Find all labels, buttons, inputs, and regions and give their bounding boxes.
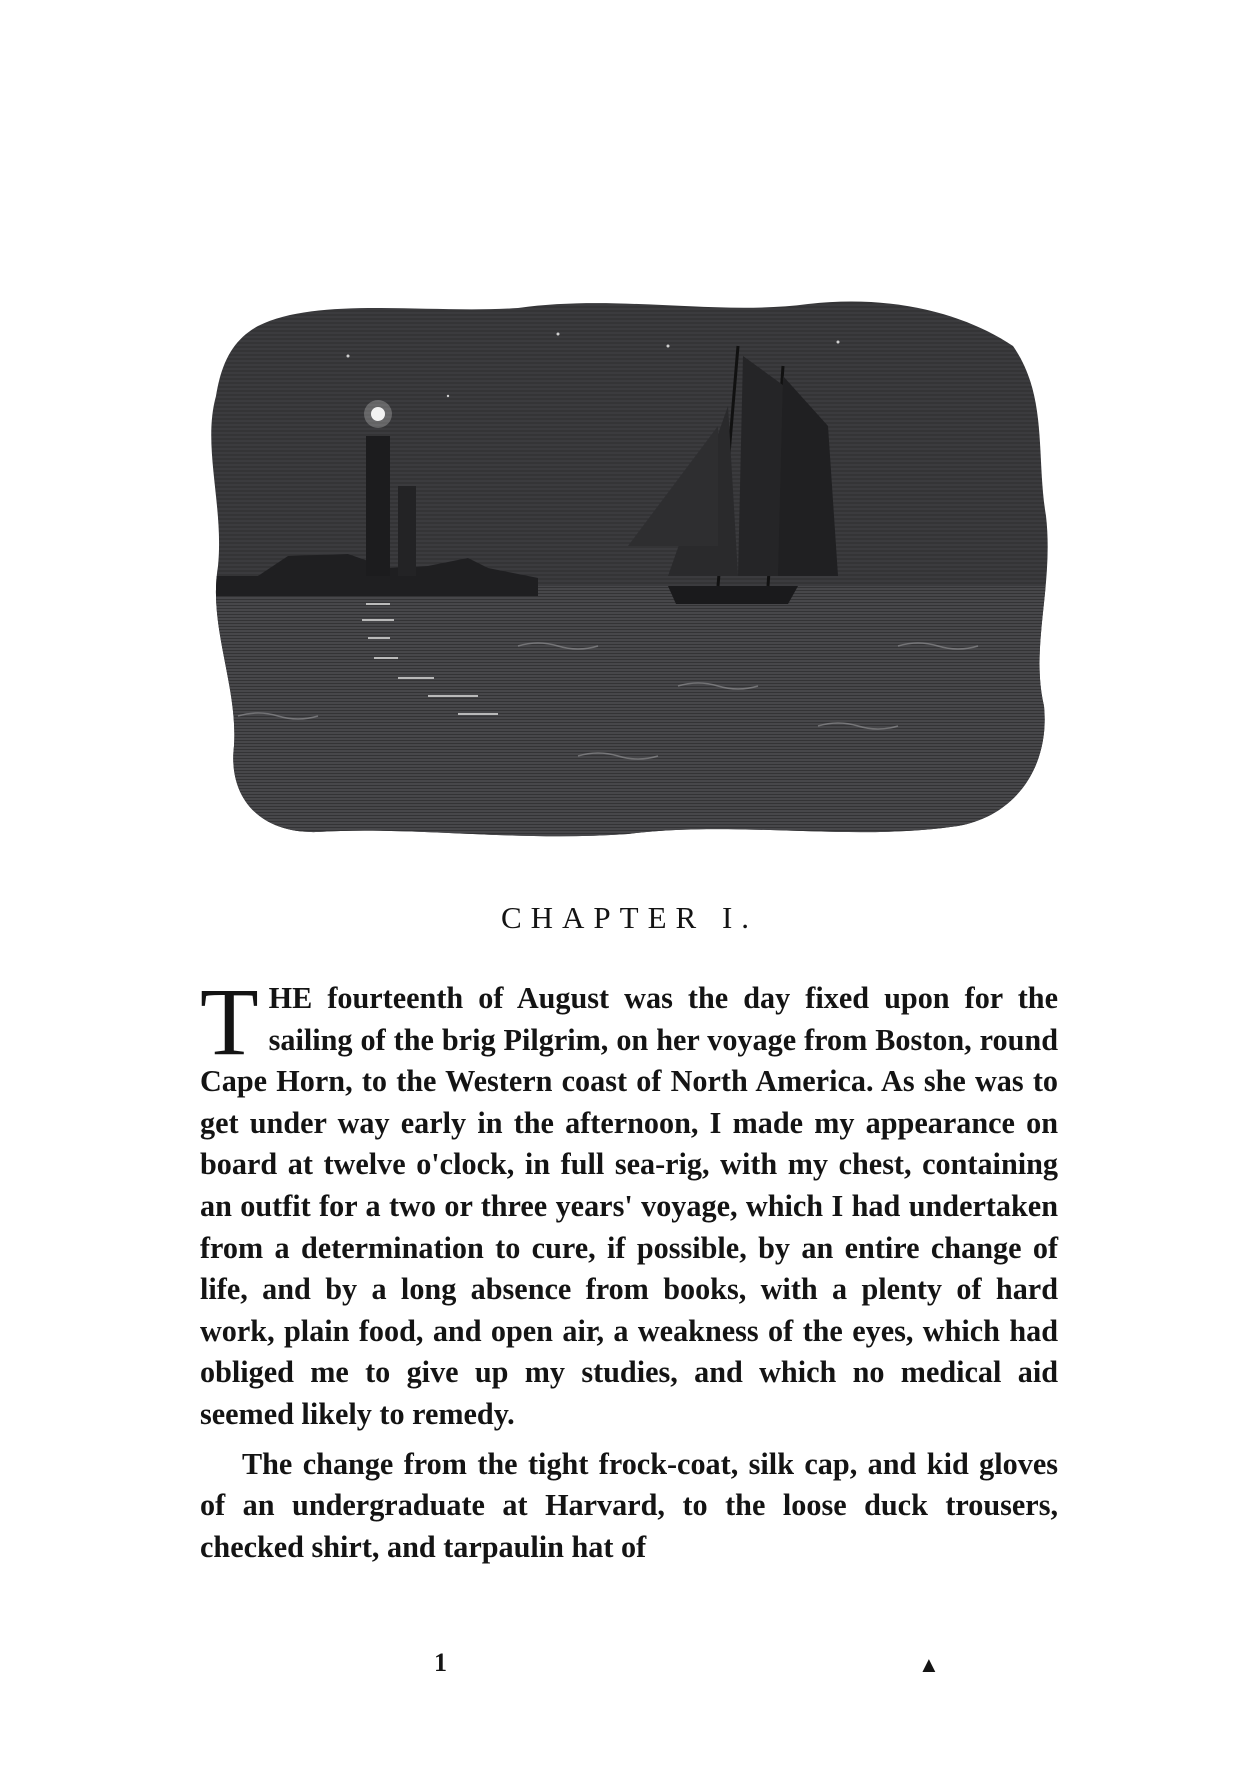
paragraph-2: The change from the tight frock-coat, silk cap, and kid gloves of an undergraduate at Harvard, to the loose duck trousers, checked shirt, and tarpaulin hat of [200, 1446, 1058, 1564]
vignette-engraving [198, 286, 1060, 846]
chapter-text [200, 968, 1058, 1568]
paragraph-1 [200, 968, 1058, 1436]
signature-mark: ▲ [918, 1652, 940, 1677]
lighthouse-annex [398, 486, 416, 576]
chapter-title: CHAPTER I. [500, 900, 759, 935]
sea [198, 586, 1060, 846]
lighthouse-tower [366, 436, 390, 576]
page-number: 1 [434, 1648, 447, 1677]
drop-cap: T [200, 968, 259, 1075]
lighthouse-and-brig-vignette [198, 286, 1060, 846]
paragraph-1-text: HE fourteenth of August was the day fixed upon for the sailing of the brig Pilgrim, on her voyage from Boston, round Cape Horn, to the Western coast of North America. As she was to get under way early in the afternoon, I made my appearance on board at twelve o'clock, in full sea-rig, with my chest, containing an outfit for a two or three years' voyage, which I had undertaken from a determination to cure, if possible, by an entire change of life, and by a long absence from books, with a plenty of hard work, plain food, and open air, a weakness of the eyes, which had obliged me to give up my studies, and which no medical aid seemed likely to remedy. [200, 981, 1058, 1431]
